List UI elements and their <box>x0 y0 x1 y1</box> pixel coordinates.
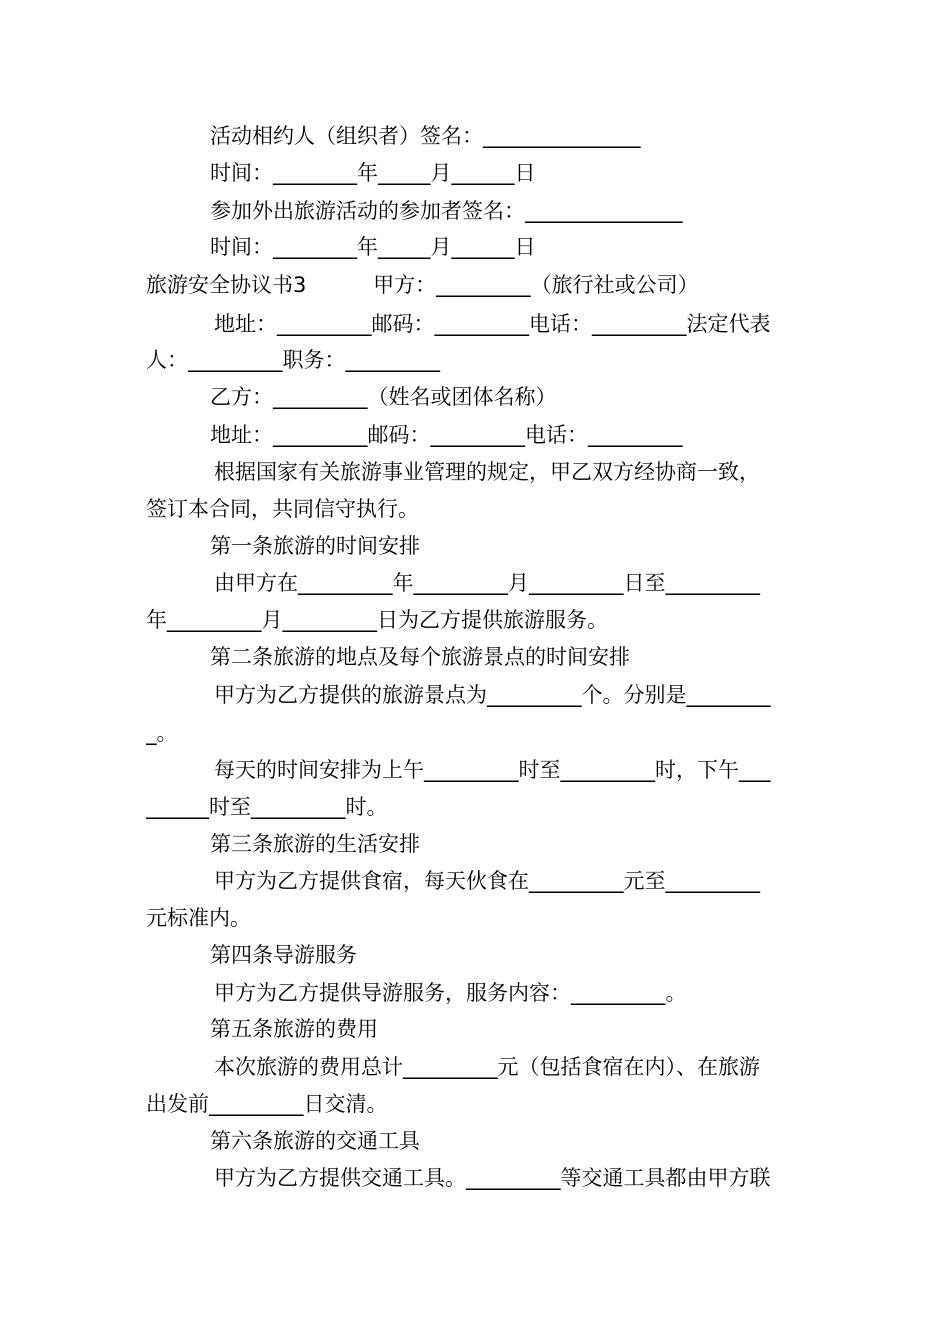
party-a-address-line: 地址：_________邮码：_________电话：_________法定代表 <box>214 312 771 336</box>
article-6-heading: 第六条旅游的交通工具 <box>210 1129 420 1153</box>
preamble-paragraph: 根据国家有关旅游事业管理的规定，甲乙双方经协商一致， <box>214 460 760 484</box>
article-4-text: 甲方为乙方提供导游服务，服务内容：_________。 <box>214 981 687 1005</box>
date-line: 时间：________年_____月______日 <box>210 235 536 259</box>
preamble-paragraph-cont: 签订本合同，共同信守执行。 <box>146 497 419 521</box>
article-1-text-cont: 年_________月_________日为乙方提供旅游服务。 <box>146 608 608 632</box>
article-6-text: 甲方为乙方提供交通工具。_________等交通工具都由甲方联 <box>214 1166 771 1190</box>
daily-schedule-text-cont: ______时至_________时。 <box>146 795 388 819</box>
article-1-heading: 第一条旅游的时间安排 <box>210 534 420 558</box>
article-5-heading: 第五条旅游的费用 <box>210 1017 378 1041</box>
agreement-title-party-a: 旅游安全协议书3 甲方：_________（旅行社或公司） <box>146 273 699 297</box>
article-2-text-cont: _。 <box>146 721 178 745</box>
date-line: 时间：________年_____月______日 <box>210 161 536 185</box>
article-3-text: 甲方为乙方提供食宿，每天伙食在_________元至_________ <box>214 869 760 893</box>
article-3-text-cont: 元标准内。 <box>146 906 251 930</box>
article-2-heading: 第二条旅游的地点及每个旅游景点的时间安排 <box>210 645 630 669</box>
article-5-text-cont: 出发前_________日交清。 <box>146 1092 388 1116</box>
article-1-text: 由甲方在_________年_________月_________日至_________ <box>214 571 760 595</box>
party-b-line: 乙方：_________（姓名或团体名称） <box>210 385 557 409</box>
daily-schedule-text: 每天的时间安排为上午_________时至_________时，下午___ <box>214 758 771 782</box>
party-a-representative-line: 人：_________职务：_________ <box>146 348 440 372</box>
article-3-heading: 第三条旅游的生活安排 <box>210 832 420 856</box>
organizer-signature-line: 活动相约人（组织者）签名：_______________ <box>210 124 641 148</box>
party-b-address-line: 地址：_________邮码：_________电话：_________ <box>210 423 683 447</box>
article-5-text: 本次旅游的费用总计_________元（包括食宿在内）、在旅游 <box>214 1055 760 1079</box>
article-2-text: 甲方为乙方提供的旅游景点为_________个。分别是________ <box>214 683 771 707</box>
participant-signature-line: 参加外出旅游活动的参加者签名：_______________ <box>210 199 683 223</box>
article-4-heading: 第四条导游服务 <box>210 943 357 967</box>
